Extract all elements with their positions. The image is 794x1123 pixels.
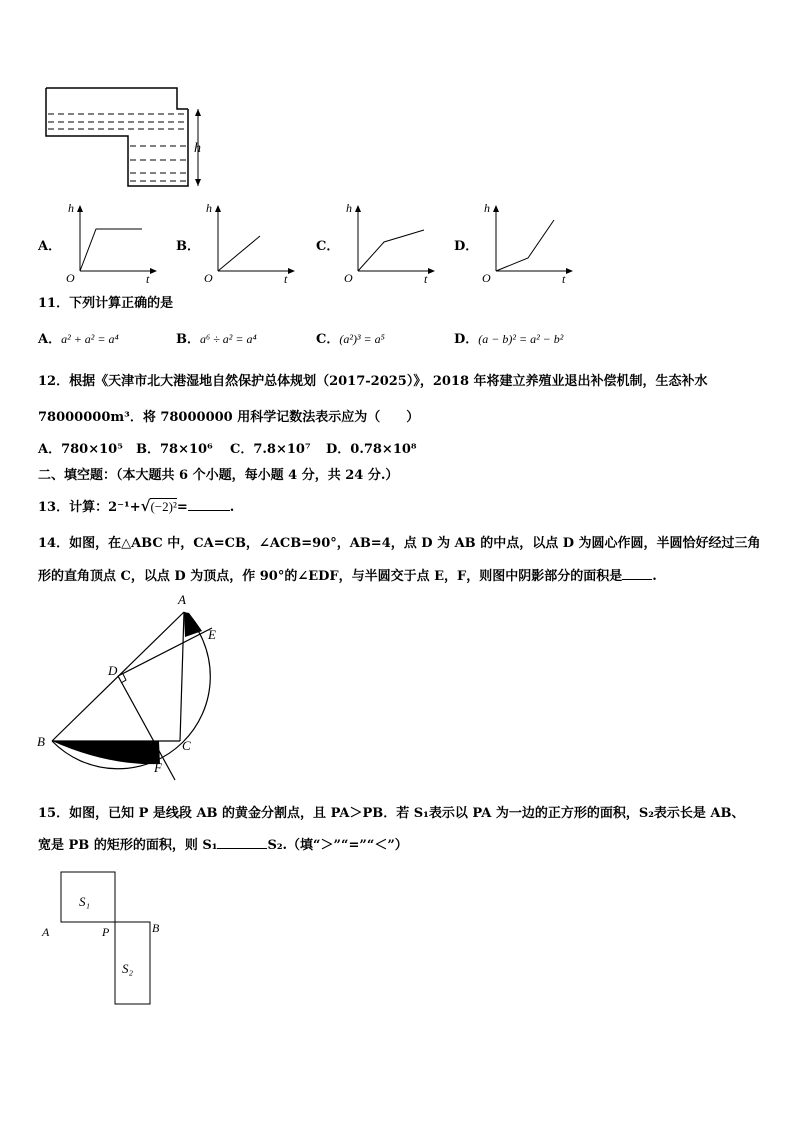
svg-text:O: O (66, 271, 75, 285)
q12-option-b: B．78×10⁶ (136, 442, 213, 457)
q12-line2: 78000000m³．将 78000000 用科学记数法表示应为（ ） (38, 410, 420, 425)
svg-text:D: D (108, 663, 118, 678)
q15-figure (30, 866, 180, 1012)
height-label: h (194, 141, 201, 156)
svg-text:t: t (562, 272, 566, 286)
section-2-heading: 二、填空题：（本大题共 6 个小题，每小题 4 分，共 24 分.） (38, 468, 399, 483)
svg-text:h: h (68, 201, 74, 215)
svg-text:t: t (424, 272, 428, 286)
q11-stem: 11．下列计算正确的是 (38, 296, 174, 311)
option-b-letter: B． (176, 239, 200, 254)
q12-line1: 12．根据《天津市北大港湿地自然保护总体规划（2017-2025）》，2018 年将建立养殖业退出补偿机制，生态补水 (38, 374, 708, 389)
svg-text:t: t (146, 272, 150, 286)
svg-text:O: O (482, 271, 491, 285)
svg-text:O: O (204, 271, 213, 285)
svg-text:C: C (182, 738, 191, 753)
q12-option-c: C．7.8×10⁷ (230, 442, 311, 457)
option-d-letter: D． (454, 239, 479, 254)
graph-d (478, 198, 578, 286)
svg-text:h: h (206, 201, 212, 215)
graph-b (200, 198, 300, 286)
q14-line1: 14．如图，在△ABC 中，CA=CB，∠ACB=90°，AB=4，点 D 为 AB 的中点，以点 D 为圆心作圆，半圆恰好经过三角 (38, 536, 761, 551)
q11-option-d: D．(a − b)² = a² − b² (454, 332, 564, 347)
svg-text:t: t (284, 272, 288, 286)
q11-option-b: B．a⁶ ÷ a² = a⁴ (176, 332, 257, 347)
svg-text:E: E (208, 627, 216, 642)
option-a-letter: A． (38, 239, 62, 254)
svg-text:S₂: S₂ (122, 961, 134, 976)
svg-text:O: O (344, 271, 353, 285)
q14-figure (30, 590, 230, 786)
q15-line2: 宽是 PB 的矩形的面积，则 S₁ S₂.（填“＞”“=”“＜”） (38, 838, 408, 853)
svg-text:h: h (346, 201, 352, 215)
svg-text:B: B (152, 921, 160, 935)
q11-option-c: C．(a²)³ = a⁵ (316, 332, 385, 347)
graph-a (62, 198, 162, 286)
svg-text:B: B (37, 734, 45, 749)
option-c-letter: C． (316, 239, 340, 254)
svg-text:A: A (178, 592, 186, 607)
q12-option-a: A．780×10⁵ (38, 442, 123, 457)
svg-text:P: P (102, 925, 110, 939)
q12-option-d: D．0.78×10⁸ (326, 442, 417, 457)
svg-text:S₁: S₁ (79, 894, 91, 909)
q13-line: 13．计算：2⁻¹+√(−2)²= . (38, 497, 235, 515)
q14-line2: 形的直角顶点 C，以点 D 为顶点，作 90°的∠EDF，与半圆交于点 E，F，则图中阴影部分的面积是 . (38, 569, 657, 584)
q15-line1: 15．如图，已知 P 是线段 AB 的黄金分割点，且 PA＞PB．若 S₁表示以 PA 为一边的正方形的面积，S₂表示长是 AB、 (38, 806, 745, 821)
svg-text:F: F (154, 760, 162, 775)
container-figure (40, 82, 220, 192)
svg-text:A: A (42, 925, 50, 939)
graph-c (340, 198, 440, 286)
svg-text:h: h (484, 201, 490, 215)
q11-option-a: A．a² + a² = a⁴ (38, 332, 119, 347)
